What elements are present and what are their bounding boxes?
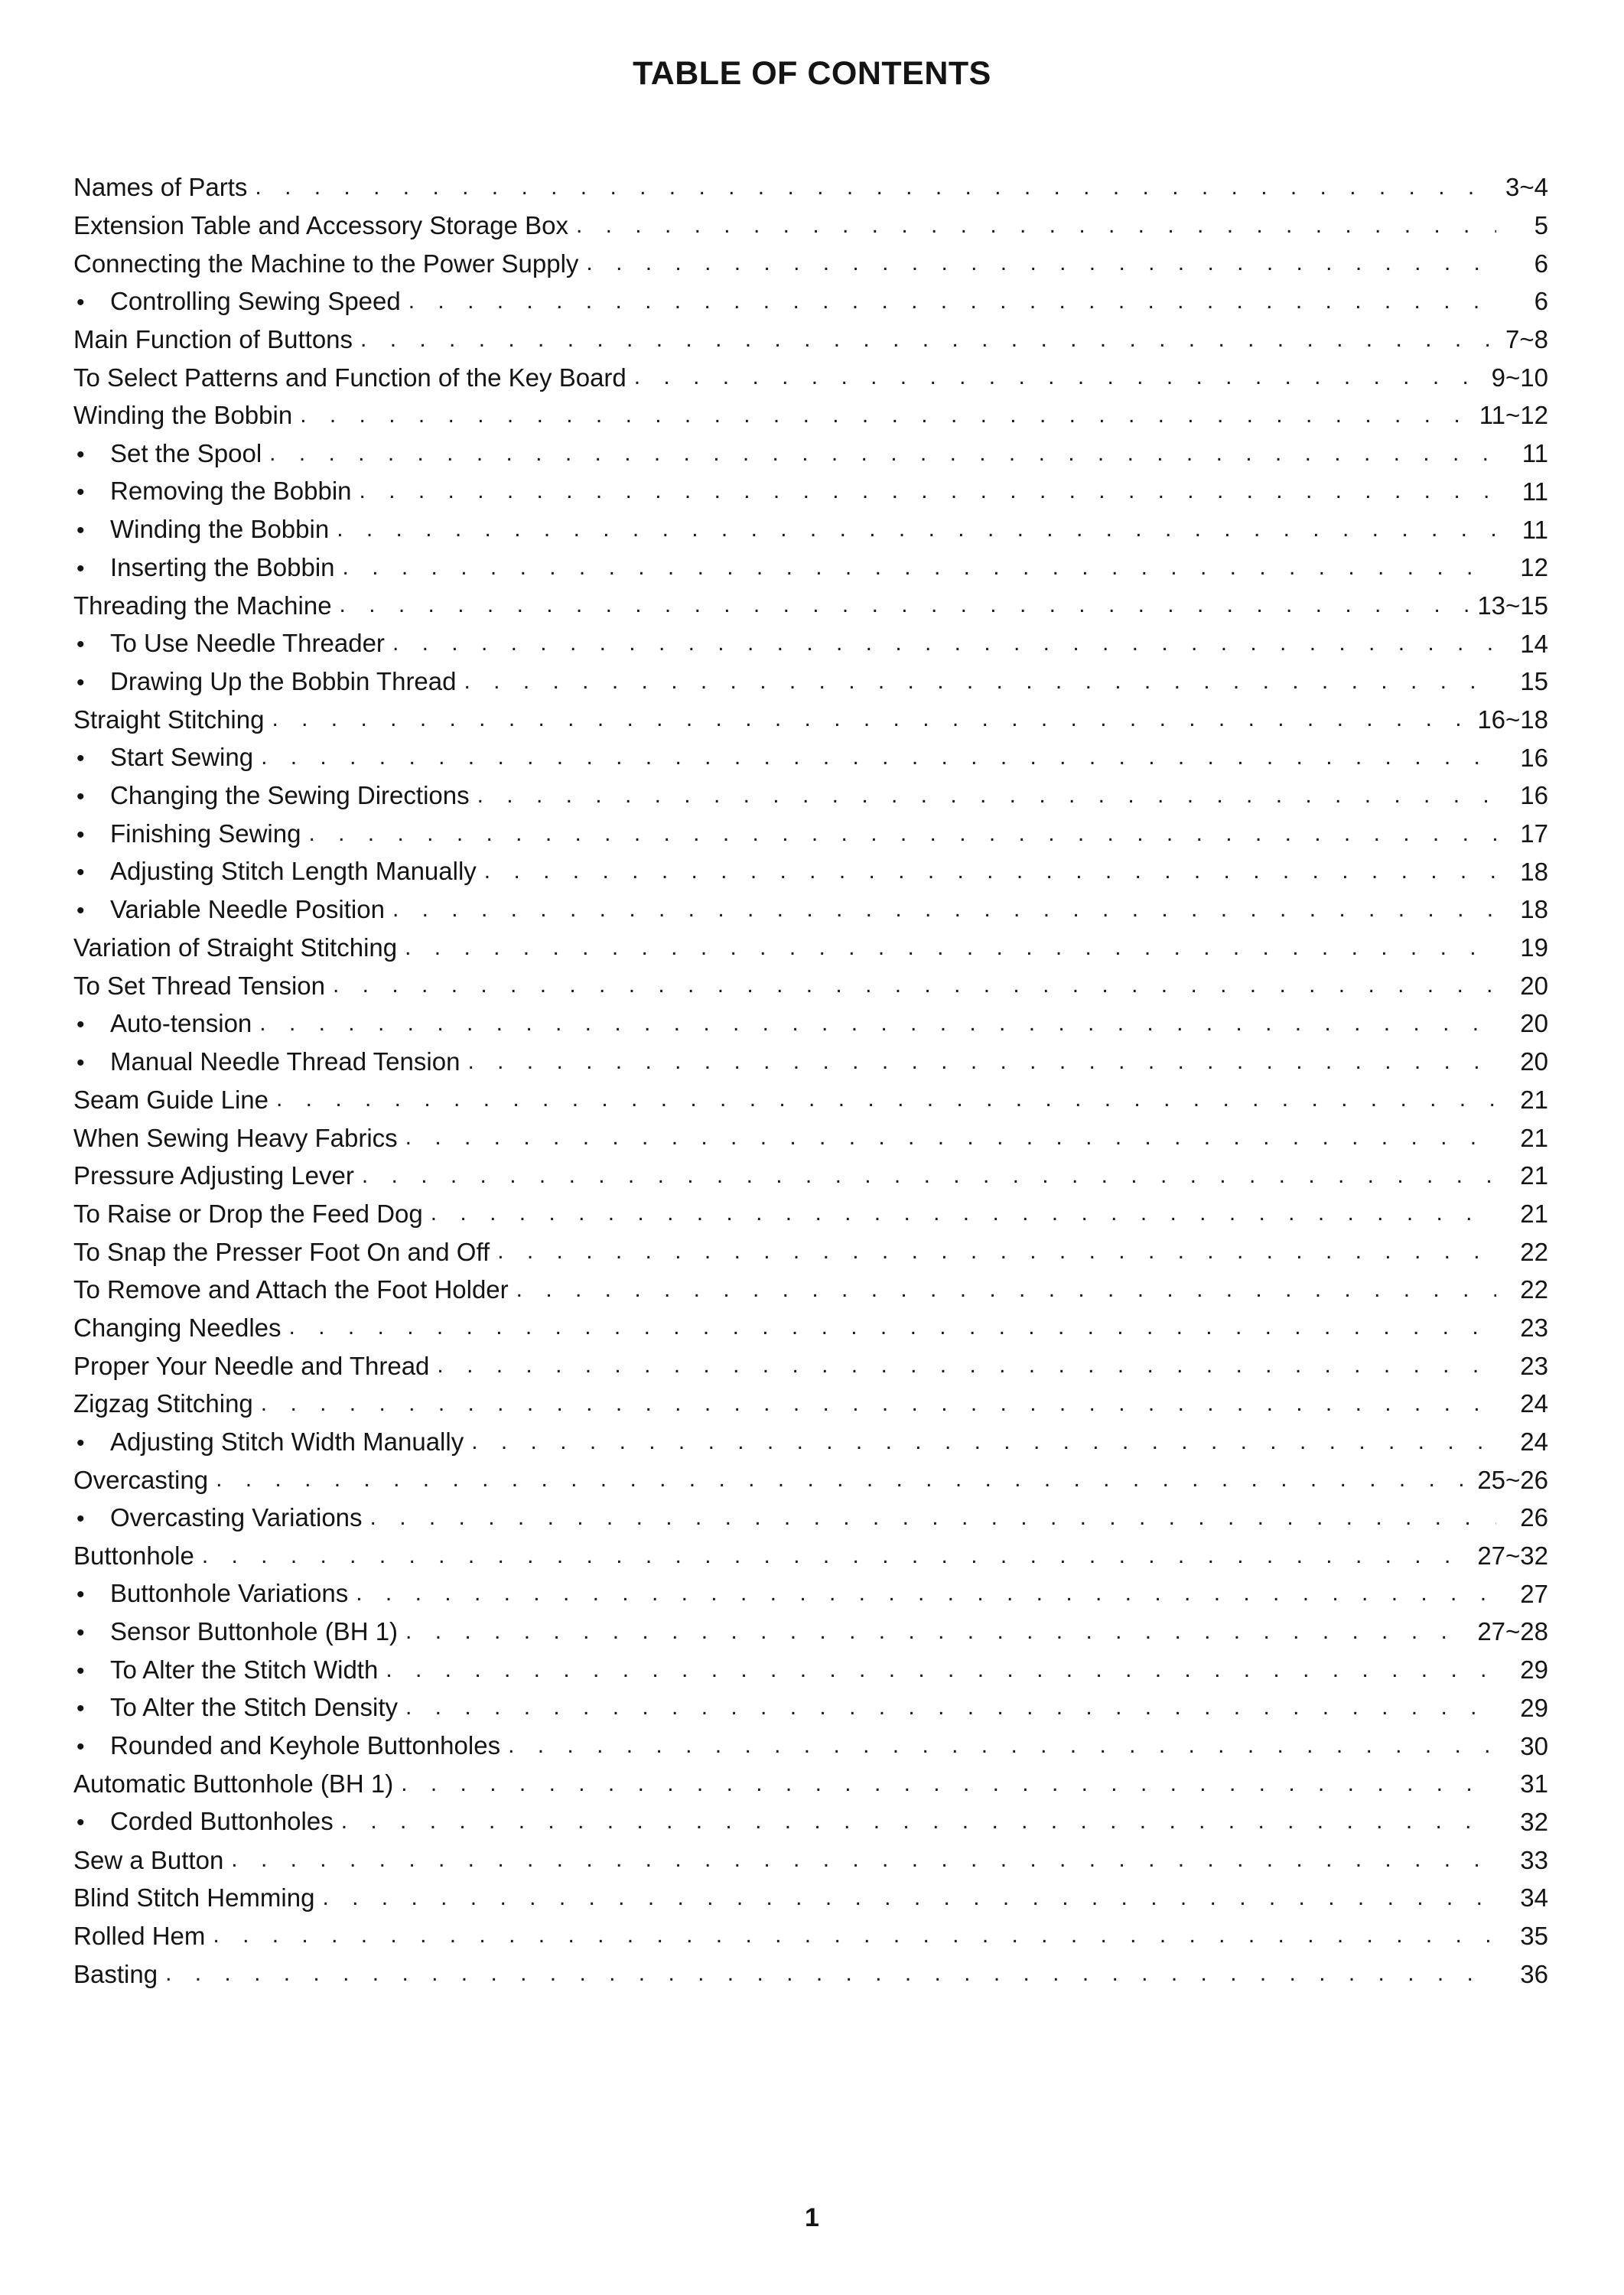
toc-entry-text: Basting — [73, 1959, 158, 1988]
dot-leader — [216, 1468, 1471, 1491]
toc-entry — [73, 1195, 1548, 1233]
toc-entry — [73, 1499, 1548, 1537]
toc-entry-page: 32 — [1520, 1807, 1548, 1836]
toc-entry-page: 9~10 — [1491, 363, 1548, 392]
toc-entry-label — [73, 1429, 471, 1455]
toc-entry-text: Sensor Buttonhole (BH 1) — [110, 1616, 399, 1646]
dot-leader — [484, 860, 1496, 883]
toc-entry-page: 20 — [1520, 1047, 1548, 1076]
toc-entry — [73, 1765, 1548, 1803]
toc-entry-label — [73, 213, 576, 238]
toc-entry — [73, 701, 1548, 739]
toc-entry-page: 29 — [1520, 1693, 1548, 1722]
toc-entry-label — [73, 1087, 276, 1112]
bullet-icon: • — [76, 1430, 85, 1456]
toc-entry-text: Changing the Sewing Directions — [110, 780, 470, 809]
toc-entry-text: Rounded and Keyhole Buttonholes — [110, 1731, 501, 1760]
dot-leader — [516, 1278, 1496, 1301]
dot-leader — [165, 1962, 1496, 1985]
toc-entry-text: Names of Parts — [73, 173, 248, 202]
dot-leader — [508, 1734, 1496, 1757]
bullet-icon: • — [76, 289, 85, 315]
toc-entry-page: 19 — [1520, 933, 1548, 962]
dot-leader — [401, 1773, 1496, 1795]
toc-entry-label — [73, 288, 408, 314]
toc-entry-text: Threading the Machine — [73, 591, 332, 620]
toc-entry-text: Sew a Button — [73, 1845, 224, 1874]
dot-leader — [261, 746, 1496, 769]
toc-entry-text: Drawing Up the Bobbin Thread — [110, 666, 457, 695]
toc-entry-text: Adjusting Stitch Width Manually — [110, 1427, 464, 1456]
toc-entry — [73, 549, 1548, 587]
dot-leader — [289, 1316, 1496, 1339]
toc-entry-text: Finishing Sewing — [110, 819, 301, 848]
toc-entry-text: To Snap the Presser Foot On and Off — [73, 1237, 490, 1266]
toc-entry — [73, 1613, 1548, 1651]
toc-entry-label — [73, 973, 333, 998]
dot-leader — [333, 974, 1496, 997]
toc-entry-page: 29 — [1520, 1655, 1548, 1685]
dot-leader — [471, 1431, 1496, 1454]
toc-entry-label — [73, 821, 308, 847]
bullet-icon: • — [76, 669, 85, 695]
toc-entry-page: 16 — [1520, 743, 1548, 772]
toc-entry-page: 31 — [1520, 1769, 1548, 1799]
toc-entry-text: Pressure Adjusting Lever — [73, 1161, 354, 1190]
toc-entry-text: Buttonhole — [73, 1541, 194, 1571]
toc-entry-text: To Alter the Stitch Width — [110, 1655, 379, 1684]
page-number: 1 — [805, 2203, 819, 2232]
bullet-icon: • — [76, 1734, 85, 1760]
toc-entry-label — [73, 327, 360, 352]
dot-leader — [356, 1582, 1496, 1605]
dot-leader — [231, 1848, 1496, 1871]
toc-entry-label — [73, 1847, 231, 1873]
toc-entry — [73, 587, 1548, 625]
toc-entry-text: Manual Needle Thread Tension — [110, 1047, 461, 1076]
toc-entry-text: To Remove and Attach the Foot Holder — [73, 1275, 509, 1304]
toc-entry-page: 6 — [1534, 249, 1548, 278]
toc-entry — [73, 1651, 1548, 1689]
dot-leader — [261, 1392, 1496, 1415]
dot-leader — [300, 404, 1473, 427]
toc-entry — [73, 1841, 1548, 1879]
toc-entry-label — [73, 935, 405, 960]
dot-leader — [259, 1012, 1496, 1035]
toc-entry-page: 11 — [1521, 477, 1548, 506]
dot-leader — [405, 936, 1496, 959]
dot-leader — [437, 1354, 1496, 1377]
dot-leader — [337, 518, 1496, 541]
bullet-icon: • — [76, 783, 85, 809]
dot-leader — [202, 1545, 1472, 1567]
dot-leader — [408, 290, 1496, 313]
toc-entry — [73, 1423, 1548, 1461]
dot-leader — [431, 1202, 1496, 1225]
dot-leader — [392, 632, 1496, 655]
toc-entry-label — [73, 402, 300, 428]
table-of-contents — [73, 168, 1548, 1993]
toc-entry-text: Controlling Sewing Speed — [110, 286, 401, 315]
bullet-icon: • — [76, 1011, 85, 1037]
toc-entry-page: 21 — [1520, 1161, 1548, 1190]
toc-entry-label — [73, 1277, 516, 1302]
toc-entry — [73, 1118, 1548, 1157]
toc-entry-text: Variation of Straight Stitching — [73, 933, 398, 962]
toc-entry-label — [73, 1125, 405, 1151]
toc-entry-text: Main Function of Buttons — [73, 325, 353, 354]
toc-entry-label — [73, 1391, 261, 1416]
toc-entry — [73, 1727, 1548, 1765]
toc-entry-label — [73, 552, 343, 581]
toc-entry-text: Winding the Bobbin — [73, 401, 293, 430]
bullet-icon: • — [76, 555, 85, 581]
toc-entry — [73, 966, 1548, 1004]
dot-leader — [405, 1126, 1496, 1149]
toc-entry-label — [73, 478, 360, 504]
toc-entry-page: 16 — [1520, 781, 1548, 810]
toc-entry-label — [73, 438, 269, 467]
toc-entry — [73, 1271, 1548, 1309]
toc-entry-text: Set the Spool — [110, 438, 262, 467]
toc-entry-page: 22 — [1520, 1237, 1548, 1266]
toc-entry-text: Start Sewing — [110, 743, 254, 772]
bullet-icon: • — [76, 1582, 85, 1608]
toc-entry — [73, 510, 1548, 549]
toc-entry-label — [73, 1049, 467, 1075]
dot-leader — [634, 366, 1486, 389]
bullet-icon: • — [76, 1696, 85, 1722]
toc-entry-text: Variable Needle Position — [110, 894, 385, 923]
dot-leader — [392, 898, 1496, 921]
toc-entry-page: 26 — [1520, 1503, 1548, 1532]
toc-entry — [73, 1385, 1548, 1423]
toc-entry-text: Extension Table and Accessory Storage Box — [73, 211, 568, 240]
toc-entry — [73, 244, 1548, 282]
toc-entry-page: 18 — [1520, 857, 1548, 886]
toc-entry-text: Automatic Buttonhole (BH 1) — [73, 1769, 394, 1799]
toc-entry-text: Adjusting Stitch Length Manually — [110, 857, 477, 886]
toc-entry-page: 11 — [1521, 439, 1548, 468]
dot-leader — [576, 214, 1496, 237]
toc-entry-text: To Select Patterns and Function of the Key Board — [73, 363, 626, 392]
dot-leader — [308, 822, 1496, 845]
toc-entry — [73, 890, 1548, 929]
toc-entry-label — [73, 365, 634, 390]
toc-entry-label — [73, 1616, 405, 1646]
toc-entry-page: 14 — [1520, 629, 1548, 658]
toc-entry — [73, 168, 1548, 207]
dot-leader — [322, 1886, 1496, 1909]
dot-leader — [360, 328, 1496, 351]
toc-entry-page: 27~28 — [1477, 1617, 1548, 1646]
toc-entry-page: 33 — [1520, 1845, 1548, 1874]
toc-entry — [73, 776, 1548, 815]
toc-entry — [73, 321, 1548, 359]
toc-entry-page: 18 — [1520, 895, 1548, 924]
toc-entry — [73, 1537, 1548, 1575]
toc-entry-label — [73, 744, 261, 770]
toc-entry-page: 12 — [1520, 553, 1548, 582]
toc-entry — [73, 1803, 1548, 1841]
bullet-icon: • — [76, 860, 85, 886]
toc-entry — [73, 1004, 1548, 1043]
toc-entry-label — [73, 1502, 370, 1532]
toc-entry-page: 17 — [1520, 819, 1548, 848]
toc-entry-page: 35 — [1520, 1921, 1548, 1950]
toc-entry-text: Buttonhole Variations — [110, 1579, 349, 1608]
toc-entry — [73, 662, 1548, 701]
toc-entry — [73, 473, 1548, 511]
toc-entry-text: To Set Thread Tension — [73, 971, 326, 1000]
dot-leader — [370, 1506, 1496, 1529]
toc-entry-text: Seam Guide Line — [73, 1085, 268, 1114]
toc-entry — [73, 852, 1548, 890]
page-title: TABLE OF CONTENTS — [633, 55, 991, 92]
bullet-icon: • — [76, 518, 85, 544]
toc-entry-page: 24 — [1520, 1427, 1548, 1457]
toc-entry-label — [73, 1808, 341, 1834]
toc-entry — [73, 929, 1548, 967]
toc-entry-page: 21 — [1520, 1199, 1548, 1228]
toc-entry — [73, 435, 1548, 473]
toc-entry — [73, 207, 1548, 245]
toc-entry-label — [73, 858, 484, 884]
dot-leader — [405, 1696, 1496, 1719]
dot-leader — [386, 1659, 1496, 1681]
toc-entry-page: 6 — [1534, 287, 1548, 316]
toc-entry-label — [73, 516, 337, 542]
dot-leader — [497, 1240, 1496, 1263]
toc-entry-page: 11~12 — [1479, 401, 1548, 430]
toc-entry-text: Proper Your Needle and Thread — [73, 1351, 430, 1380]
toc-entry — [73, 1081, 1548, 1119]
toc-entry-text: To Raise or Drop the Feed Dog — [73, 1199, 423, 1228]
toc-entry-label — [73, 174, 255, 200]
toc-entry-label — [73, 666, 464, 695]
toc-entry-label — [73, 1923, 213, 1948]
toc-entry-page: 20 — [1520, 1009, 1548, 1038]
toc-entry-label — [73, 1163, 362, 1188]
toc-entry-label — [73, 1201, 431, 1226]
toc-entry-page: 15 — [1520, 667, 1548, 696]
toc-entry — [73, 1689, 1548, 1727]
dot-leader — [213, 1924, 1496, 1947]
toc-entry-text: Overcasting Variations — [110, 1502, 363, 1532]
toc-entry — [73, 1460, 1548, 1499]
toc-entry-label — [73, 1239, 497, 1265]
toc-entry-page: 13~15 — [1477, 591, 1548, 620]
toc-entry — [73, 396, 1548, 435]
toc-entry-page: 11 — [1521, 515, 1548, 544]
dot-leader — [464, 670, 1497, 693]
toc-entry-text: Auto-tension — [110, 1008, 252, 1037]
toc-entry-label — [73, 593, 340, 618]
bullet-icon: • — [76, 1506, 85, 1532]
toc-entry-page: 21 — [1520, 1085, 1548, 1114]
toc-entry-label — [73, 1769, 401, 1799]
dot-leader — [405, 1620, 1471, 1643]
toc-entry-text: Winding the Bobbin — [110, 515, 330, 544]
toc-entry-text: Zigzag Stitching — [73, 1389, 253, 1418]
bullet-icon: • — [76, 1658, 85, 1684]
toc-entry-page: 22 — [1520, 1275, 1548, 1304]
toc-entry-label — [73, 1541, 202, 1571]
toc-entry — [73, 1309, 1548, 1347]
bullet-icon: • — [76, 1620, 85, 1646]
toc-entry-text: Blind Stitch Hemming — [73, 1883, 315, 1912]
bullet-icon: • — [76, 746, 85, 772]
dot-leader — [477, 784, 1496, 807]
toc-entry-text: Straight Stitching — [73, 705, 265, 734]
toc-entry-text: Connecting the Machine to the Power Supply — [73, 249, 579, 278]
toc-entry — [73, 358, 1548, 396]
toc-entry — [73, 738, 1548, 776]
toc-entry-label — [73, 1580, 356, 1606]
toc-entry-page: 34 — [1520, 1883, 1548, 1912]
toc-entry-label — [73, 707, 272, 732]
toc-entry-text: Inserting the Bobbin — [110, 552, 335, 581]
dot-leader — [255, 176, 1496, 199]
toc-entry-text: Changing Needles — [73, 1313, 282, 1342]
toc-entry — [73, 1879, 1548, 1917]
toc-entry-page: 27 — [1520, 1579, 1548, 1608]
dot-leader — [341, 1810, 1496, 1833]
toc-entry-page: 23 — [1520, 1351, 1548, 1380]
bullet-icon: • — [76, 480, 85, 506]
toc-entry-text: When Sewing Heavy Fabrics — [73, 1123, 398, 1152]
toc-entry — [73, 1043, 1548, 1081]
toc-entry-page: 36 — [1520, 1959, 1548, 1988]
toc-entry-text: Overcasting — [73, 1465, 209, 1494]
dot-leader — [340, 594, 1472, 617]
toc-entry-label — [73, 251, 586, 276]
toc-entry-text: Removing the Bobbin — [110, 477, 352, 506]
toc-entry-label — [73, 1733, 508, 1759]
toc-entry-label — [73, 1657, 386, 1683]
toc-entry-text: Corded Buttonholes — [110, 1807, 334, 1836]
toc-entry-text: To Alter the Stitch Density — [110, 1693, 399, 1722]
toc-entry — [73, 282, 1548, 321]
toc-entry-label — [73, 1694, 405, 1720]
toc-entry-page: 25~26 — [1477, 1465, 1548, 1494]
toc-entry — [73, 1917, 1548, 1955]
dot-leader — [586, 252, 1496, 275]
toc-entry — [73, 1955, 1548, 1993]
toc-entry-label — [73, 1467, 216, 1493]
toc-entry-page: 23 — [1520, 1313, 1548, 1342]
dot-leader — [467, 1050, 1496, 1073]
dot-leader — [343, 556, 1496, 579]
toc-entry — [73, 815, 1548, 853]
dot-leader — [269, 442, 1496, 465]
dot-leader — [276, 1088, 1496, 1111]
toc-entry-label — [73, 1315, 289, 1340]
toc-entry-page: 21 — [1520, 1123, 1548, 1152]
toc-entry — [73, 1232, 1548, 1271]
toc-entry-page: 16~18 — [1477, 705, 1548, 734]
toc-entry-text: Rolled Hem — [73, 1921, 206, 1950]
toc-entry-page: 30 — [1520, 1731, 1548, 1760]
toc-entry-label — [73, 1008, 259, 1037]
toc-entry-page: 20 — [1520, 971, 1548, 1000]
toc-entry-page: 7~8 — [1505, 325, 1548, 354]
bullet-icon: • — [76, 897, 85, 923]
bullet-icon: • — [76, 822, 85, 848]
toc-entry-text: To Use Needle Threader — [110, 629, 385, 658]
bullet-icon: • — [76, 1810, 85, 1836]
bullet-icon: • — [76, 632, 85, 658]
toc-entry-label — [73, 630, 392, 656]
toc-entry — [73, 1157, 1548, 1195]
toc-entry-label — [73, 894, 392, 923]
toc-entry — [73, 624, 1548, 662]
toc-entry — [73, 1574, 1548, 1613]
toc-entry-page: 5 — [1534, 211, 1548, 240]
toc-entry-page: 27~32 — [1477, 1541, 1548, 1571]
bullet-icon: • — [76, 1050, 85, 1076]
toc-entry-label — [73, 1885, 322, 1910]
toc-entry-label — [73, 1961, 165, 1987]
toc-entry — [73, 1346, 1548, 1385]
dot-leader — [272, 708, 1471, 731]
toc-entry-label — [73, 1353, 437, 1379]
toc-entry-label — [73, 780, 477, 809]
dot-leader — [362, 1164, 1496, 1187]
toc-entry-page: 3~4 — [1505, 173, 1548, 202]
dot-leader — [360, 480, 1496, 503]
toc-entry-page: 24 — [1520, 1389, 1548, 1418]
bullet-icon: • — [76, 441, 85, 467]
